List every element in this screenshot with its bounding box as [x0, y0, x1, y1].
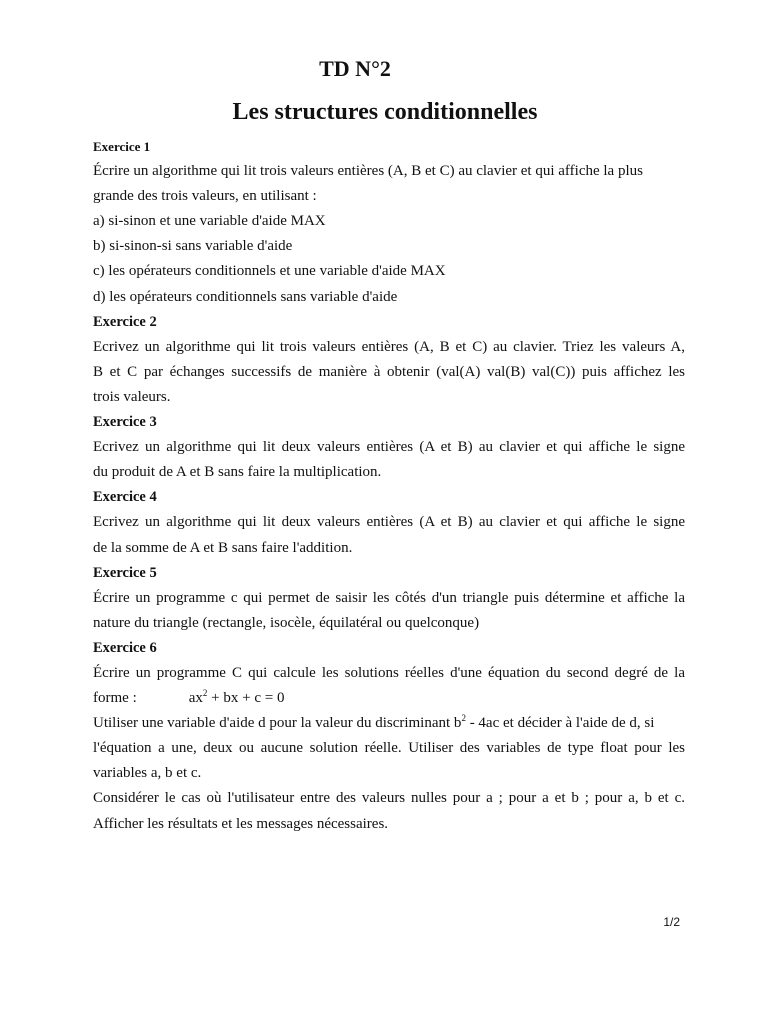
exercise-6: [93, 636, 685, 837]
exercise-text-line: de la somme de A et B sans faire l'addition.: [93, 539, 353, 556]
discriminant-exponent: 2: [461, 713, 466, 724]
exercise-heading: Exercice 5: [93, 564, 157, 581]
discriminant-text-before: Utiliser une variable d'aide d pour la valeur du discriminant b: [93, 715, 462, 732]
discriminant-text-after: - 4ac et décider à l'aide de d, si: [465, 715, 655, 732]
forme-label: forme :: [93, 690, 137, 707]
exercise-text-line: Considérer le cas où l'utilisateur entre des valeurs nulles pour a ; pour a et b ; pour a, b et c.: [93, 790, 685, 807]
exercise-text-line: grande des trois valeurs, en utilisant :: [93, 188, 317, 205]
exercise-text-line: Écrire un algorithme qui lit trois valeurs entières (A, B et C) au clavier et qui affiche la plus: [93, 163, 643, 180]
equation-line: [93, 686, 685, 711]
equation-rest: + bx + c = 0: [207, 690, 285, 707]
document-title: TD N°2: [319, 56, 391, 81]
exercise-text-line: Ecrivez un algorithme qui lit deux valeurs entières (A et B) au clavier et qui affiche le signe: [93, 514, 685, 531]
exercise-text-line: Écrire un programme c qui permet de saisir les côtés d'un triangle puis détermine et affiche la: [93, 589, 685, 606]
exercise-text-line: l'équation a une, deux ou aucune solution réelle. Utiliser des variables de type float pour les: [93, 740, 685, 757]
exercise-heading: Exercice 6: [93, 639, 157, 656]
exercise-heading: Exercice 3: [93, 414, 157, 431]
exercise-3: [93, 410, 685, 485]
exercise-heading: Exercice 4: [93, 489, 157, 506]
exercise-4: [93, 485, 685, 560]
exercise-text-line: variables a, b et c.: [93, 765, 202, 782]
exercise-option-d: d) les opérateurs conditionnels sans variable d'aide: [93, 288, 398, 305]
exercise-text-line: du produit de A et B sans faire la multiplication.: [93, 464, 382, 481]
quadratic-equation: [189, 690, 285, 706]
exercise-option-a: a) si-sinon et une variable d'aide MAX: [93, 213, 326, 230]
page-number: 1/2: [663, 915, 680, 929]
exercise-1: [93, 134, 685, 310]
document-subtitle: Les structures conditionnelles: [232, 99, 538, 125]
exercise-text-line: B et C par échanges successifs de manière à obtenir (val(A) val(B) val(C)) puis affichez les: [93, 363, 685, 380]
exercise-5: [93, 561, 685, 636]
exercise-option-b: b) si-sinon-si sans variable d'aide: [93, 238, 293, 255]
exercise-option-c: c) les opérateurs conditionnels et une variable d'aide MAX: [93, 263, 446, 280]
discriminant-line: [93, 711, 685, 736]
exercise-text-line: Écrire un programme C qui calcule les solutions réelles d'une équation du second degré de la: [93, 664, 685, 681]
exercise-text-line: trois valeurs.: [93, 388, 171, 405]
document-body: [93, 134, 685, 837]
exercise-heading: Exercice 1: [93, 139, 151, 154]
exercise-text-line: Afficher les résultats et les messages nécessaires.: [93, 815, 389, 832]
exercise-2: [93, 310, 685, 410]
equation-exponent: 2: [202, 688, 208, 699]
exercise-heading: Exercice 2: [93, 313, 157, 330]
exercise-text-line: Ecrivez un algorithme qui lit trois valeurs entières (A, B et C) au clavier. Triez les valeurs A,: [93, 338, 685, 355]
exercise-text-line: Ecrivez un algorithme qui lit deux valeurs entières (A et B) au clavier et qui affiche le signe: [93, 439, 685, 456]
exercise-text-line: nature du triangle (rectangle, isocèle, équilatéral ou quelconque): [93, 614, 480, 631]
equation-a-term: ax: [188, 690, 203, 707]
